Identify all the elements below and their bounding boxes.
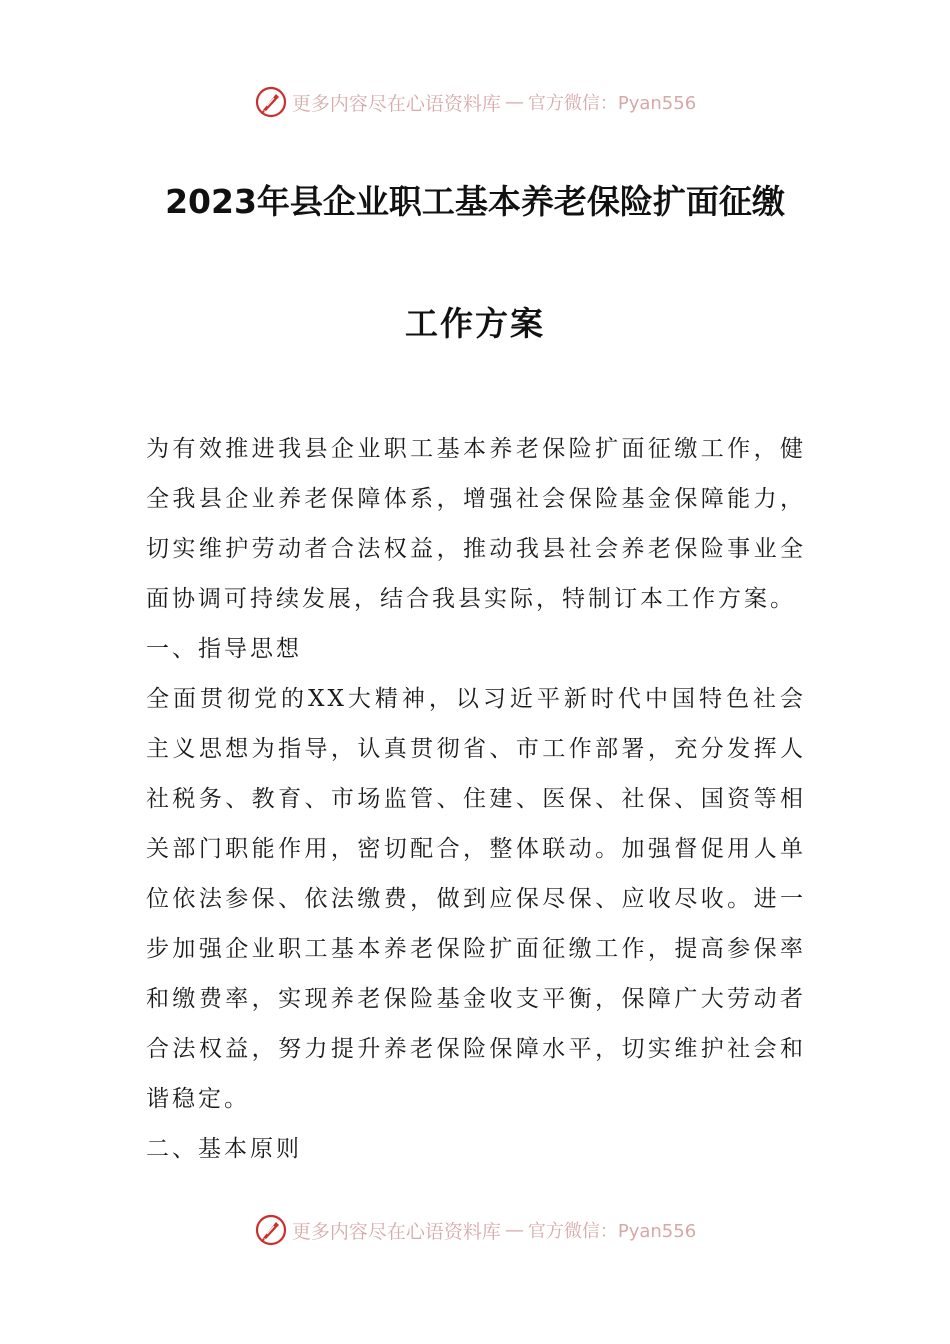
document-body xyxy=(146,424,806,1174)
section-1-heading: 一、指导思想 xyxy=(146,636,302,662)
intro-paragraph: 为有效推进我县企业职工基本养老保险扩面征缴工作，健全我县企业养老保障体系，增强社会保险基金保障能力，切实维护劳动者合法权益，推动我县社会养老保险事业全面协调可持续发展，结合我县实际，特制订本工作方案。 xyxy=(146,436,806,612)
document-title-line-2: 工作方案 xyxy=(405,304,545,343)
quill-logo-icon xyxy=(254,85,288,119)
watermark-separator: — xyxy=(504,91,524,113)
document-title-line-1: 2023年县企业职工基本养老保险扩面征缴 xyxy=(165,182,785,221)
watermark-banner-top xyxy=(0,82,950,122)
quill-logo-icon xyxy=(254,1213,288,1247)
watermark-separator: — xyxy=(504,1219,524,1241)
watermark-brand-text: 更多内容尽在心语资料库 xyxy=(291,92,501,115)
section-2-heading: 二、基本原则 xyxy=(146,1136,302,1162)
watermark-wechat-text: 官方微信：Pyan556 xyxy=(527,93,697,114)
watermark-banner-bottom xyxy=(0,1210,950,1250)
section-1-paragraph: 全面贯彻党的XX大精神，以习近平新时代中国特色社会主义思想为指导，认真贯彻省、市工作部署，充分发挥人社税务、教育、市场监管、住建、医保、社保、国资等相关部门职能作用，密切配合，整体联动。加强督促用人单位依法参保、依法缴费，做到应保尽保、应收尽收。进一步加强企业职工基本养老保险扩面征缴工作，提高参保率和缴费率，实现养老保险基金收支平衡，保障广大劳动者合法权益，努力提升养老保险保障水平，切实维护社会和谐稳定。 xyxy=(146,686,806,1112)
watermark-wechat-text: 官方微信：Pyan556 xyxy=(527,1221,697,1242)
watermark-brand-text: 更多内容尽在心语资料库 xyxy=(291,1220,501,1243)
